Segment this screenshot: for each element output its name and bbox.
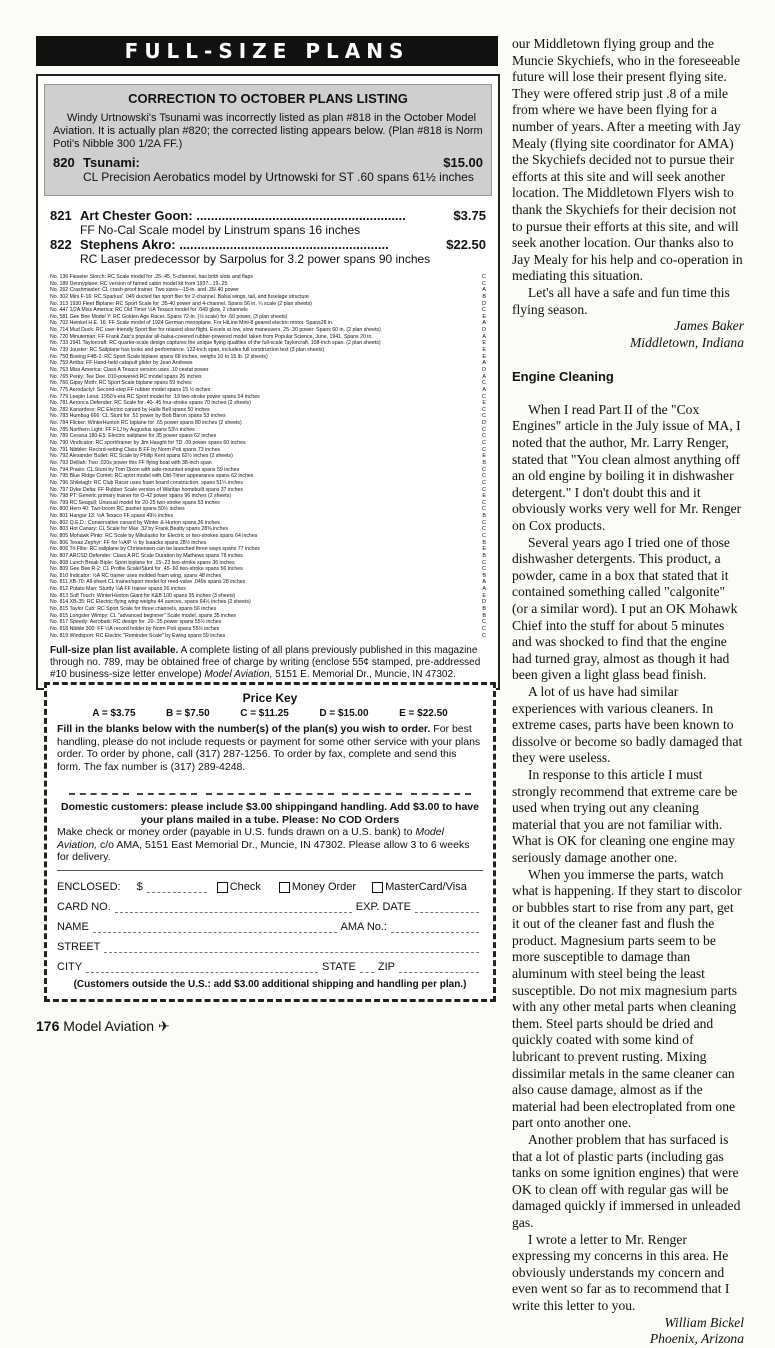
plan-list-text: No. 790 Vindicator: RC sport/trainer by Jim Haught for TD .09 power spans 60 inches — [50, 440, 246, 447]
order-instructions — [57, 723, 483, 773]
letter-paragraph: When you immerse the parts, watch what is happening. If they start to discolor or bubbles start to rise from any part, get it out of the cleaner fast and flush the product. Magnesium parts seem to be more susceptible to damage than aluminum with steel being the least susceptible. Do not mix magnesium parts with any other metal parts when cleaning them. Steel parts should be dried and quickly coated with some kind of lubricant to prevent rusting. Mixing dissimilar metals in the same cleaner can also cause damage, almost as if the material had been electroplated from one part onto another one. — [512, 866, 742, 1131]
plan-number-blank[interactable] — [411, 783, 471, 795]
plan-price-code: E — [482, 313, 486, 320]
plan-price-code: C — [482, 486, 486, 493]
plan-number-blank[interactable] — [274, 783, 334, 795]
plan-price-code: C — [482, 380, 486, 387]
plan-list-text: No. 189 Dennyplane: RC version of famed cabin model kit from 1937...19-.25 — [50, 280, 228, 287]
section-heading: Engine Cleaning — [512, 369, 614, 385]
price-key-d: D = $15.00 — [319, 708, 369, 719]
plan-price-code: C — [482, 307, 486, 314]
plans-listing-box — [36, 74, 500, 690]
plan-price-code: C — [482, 526, 486, 533]
plan-list-item — [50, 354, 486, 361]
plan-price-code: C — [482, 506, 486, 513]
plan-list-text: No. 795 Blue Ridge Comet: RC sport model with Old-Timer appearance spans 62 inches — [50, 473, 254, 480]
plan-list-item — [50, 367, 486, 374]
plan-list-item — [50, 314, 486, 321]
plan-price-code: C — [482, 433, 486, 440]
plan-list-text: No. 783 Humbug 666: CL Stunt for .51 power by Bob Baron spans 53 inches — [50, 413, 226, 420]
plan-price-code: C — [482, 499, 486, 506]
plan-list-text: No. 812 Potato Man: Sturdy ¼A FF trainer spans 26 inches — [50, 586, 186, 593]
plan-price-code: E — [482, 347, 486, 354]
plan-price-code: A — [482, 320, 486, 327]
order-text: For best handling, please do not include requests or payment for some other service with your plans order. To order by phone, call (317) 287-1256. To order by fax, complete and send this form. The fax number is (317) 289-4248. — [57, 723, 481, 773]
signature-place: Middletown, Indiana — [629, 334, 744, 350]
plan-list-item — [50, 307, 486, 314]
check-label: Check — [229, 880, 261, 893]
plan-list-item — [50, 294, 486, 301]
plan-list-text: No. 581 Gee Bee Model Y: RC Golden Age Racer. Spans 72-in. (⅛ scale) for .60 power, (3 plan sheets) — [50, 313, 288, 320]
state-label: STATE — [322, 960, 356, 973]
plan-list-item — [50, 546, 486, 553]
plan-list-text: No. 136 Fieseler Storch: RC Scale model for .25-.45, 5-channel, has both slots and flaps — [50, 274, 253, 280]
plan-list-text: No. 262 Crashmaster: CL crash-proof trainer. Two sizes—15-in. and .35/.40 power — [50, 287, 239, 294]
enclosed-label: ENCLOSED: — [57, 880, 121, 893]
money-order-label: Money Order — [291, 880, 357, 893]
exp-date-label: EXP. DATE — [355, 900, 411, 913]
plan-list-text: No. 720 Minuteman: FF Frank Zaic's popular all-balsa-covered rubber-powered model taken from Popular Science, June, 1941. Spans 20 in. — [50, 333, 373, 340]
domestic-note: Domestic customers: please include $3.00 shippingand handling. Add $3.00 to have your plans mailed in a tube. Please: No COD Orders — [61, 801, 479, 826]
plan-price-code: C — [482, 280, 486, 287]
plan-list-item — [50, 301, 486, 308]
plan-list-item — [50, 453, 486, 460]
plan-list-text: No. 793 Delilah: Two .020s power this FF flying boat with 38-inch span — [50, 459, 212, 466]
plan-list-item — [50, 287, 486, 294]
plan-number-blanks — [65, 783, 475, 795]
street-field[interactable] — [104, 942, 479, 953]
plan-list-text: No. 702 Heinkel H.E. 16: FF Scale model of 1924 German monoplane. For HiLine Mini-8 geared electric motor. Spans28 in. — [50, 320, 334, 327]
price-key-row — [77, 708, 463, 719]
plan-price-code: A — [482, 579, 486, 586]
plan-list-text: No. 750 Boeing F4B-2: RC Sport Scale biplane spans 68 inches, weighs 10 to 15 lb. (2 sheets) — [50, 353, 268, 360]
plan-list-text: No. 779 Leepin Lena: 1950's-era RC Sport model for .19 two-stroke power spans 54 inches — [50, 393, 260, 400]
plan-list-text: No. 817 Speedy: Aerobatic RC design for .20-.35 power spans 55½ inches — [50, 619, 222, 626]
plan-list-item — [50, 447, 486, 454]
plan-list-text: No. 806 Texas Zephyr: FF for ¼A/P ½ by Isaacks spans 28½ inches — [50, 539, 207, 546]
plan-price-code: C — [482, 466, 486, 473]
plan-price-code: D — [482, 327, 486, 334]
plan-list-text: No. 784 Flicker: WinterHunton RC biplane for .65 power spans 80 inches (2 sheets) — [50, 420, 242, 427]
plan-list-text: No. 791 Nibbler: Record-setting Class B FF by Norm Poti spans 73 inches — [50, 446, 221, 453]
letter-paragraph: I wrote a letter to Mr. Renger expressing my concerns in this area. He obviously understands my concern and even went so far as to recommend that I write this letter to you. — [512, 1231, 730, 1313]
plan-list-item — [50, 533, 486, 540]
name-row — [57, 913, 483, 933]
plan-list-item — [50, 586, 486, 593]
plan-list-item — [50, 593, 486, 600]
plan-price-code: E — [482, 493, 486, 500]
plan-list-text: No. 781 Aeronca Defender: RC Scale for .40-.45 four-stroke spans 70 inches (2 sheets) — [50, 400, 251, 407]
exp-date-field[interactable] — [415, 902, 479, 913]
plan-list-text: No. 796 Shilelagh: RC Club Racer uses foam board construction. spans 51¼ inches — [50, 479, 243, 486]
plan-list-text: No. 801 Hangar 13: ½A Texaco FF spans 49½ inches — [50, 513, 174, 520]
city-label: CITY — [57, 960, 83, 973]
plan-list-text: No. 785 Northern Light: FF F1J by Augustus spans 53½ inches — [50, 426, 195, 433]
plan-list-item — [50, 599, 486, 606]
dollar-sign: $ — [136, 880, 143, 893]
plan-price-code: B — [482, 539, 486, 546]
plan-price-code: C — [482, 274, 486, 280]
plan-name: Art Chester Goon: .......................................................... — [80, 208, 406, 223]
page-footer — [36, 1018, 170, 1035]
letter-paragraph: A lot of us have had similar experiences with various cleaners. In extreme cases, parts have been known to dissolve or become so badly damaged that they were useless. — [512, 683, 743, 766]
signature-name: William Bickel — [664, 1314, 744, 1330]
plan-list-item — [50, 274, 486, 281]
order-lead: Fill in the blanks below with the number(s) of the plan(s) you wish to order. — [57, 723, 431, 735]
plan-list-text: No. 759 Arriba: FF Hand-held catapult glider by Jean Andrews — [50, 360, 193, 367]
plan-list-text: No. 802 Q.E.D.: Conservative canard by Winter & Hurton spans 36 inches — [50, 519, 220, 526]
plan-list-text: No. 815 Taylor Cub: RC Sport Scale for three channels, spans 56 inches — [50, 606, 217, 613]
money-order-checkbox[interactable] — [279, 882, 290, 893]
plan-list-item — [50, 506, 486, 513]
plan-list-item — [50, 513, 486, 520]
letter-middletown — [512, 36, 744, 351]
plan-list-item — [50, 553, 486, 560]
plan-list-text: No. 775 Aerodactyl: Second-step FF rubber model spans 15 ½ inches — [50, 386, 211, 393]
mastercard-label: MasterCard/Visa — [385, 880, 467, 893]
plan-list-text: No. 763 Miss America: Class A Texaco version uses .10 cestat power — [50, 366, 209, 373]
plan-number-blank[interactable] — [342, 783, 402, 795]
signature-place: Phoenix, Arizona — [649, 1331, 744, 1347]
plan-price-code: A — [482, 360, 486, 367]
plan-list-item — [50, 387, 486, 394]
plan-price-code: B — [482, 459, 486, 466]
plan-list-item — [50, 334, 486, 341]
plan-price-code: E — [482, 353, 486, 360]
plan-list-text: No. 765 Perky: Tee Dee .010-powered RC model spans 26 inches — [50, 373, 202, 380]
signature-name: James Baker — [674, 318, 744, 334]
plan-list-item — [50, 480, 486, 487]
plan-price-code: D — [482, 599, 486, 606]
price-key-a: A = $3.75 — [92, 708, 136, 719]
plan-price-code: C — [482, 479, 486, 486]
plan-list-item — [50, 560, 486, 567]
card-no-label: CARD NO. — [57, 900, 111, 913]
plan-price-code: A — [482, 586, 486, 593]
plan-list-text: No. 302 Mini F-16: RC Sparkus'. 049 ducted fan sport flier for 2-channel. Balsa wings, tail, and fuselage structure — [50, 293, 310, 300]
letter-engine-cleaning — [512, 402, 744, 1348]
small-plan-list — [50, 274, 486, 639]
plan-number-blank[interactable] — [137, 783, 197, 795]
plan-price-code: A — [482, 386, 486, 393]
plan-list-item — [50, 467, 486, 474]
plan-list-item — [50, 619, 486, 626]
plan-number-blank[interactable] — [206, 783, 266, 795]
letter-paragraph: When I read Part II of the "Cox Engines" article in the July issue of MA, I noted that the author, Mr. Larry Renger, stated that "You clean almost anything off an old engine by boiling it in dishwasher detergent." I don't doubt this and it obviously works very well for Mr. Renger on Cox products. — [512, 401, 742, 534]
correction-box — [44, 84, 492, 196]
plan-description: CL Precision Aerobatics model by Urtnowski for ST .60 spans 61½ inches — [83, 170, 474, 184]
plan-price-code: E — [482, 453, 486, 460]
letter-paragraph: Another problem that has surfaced is that a lot of plastic parts (including gas tanks on some ignition engines) that were OK to clean off with regular gas will be damaged quickly if immersed in unleaded gas. — [512, 1132, 741, 1230]
price-key-e: E = $22.50 — [399, 708, 448, 719]
plan-list-text: No. 799 RC Seagull: Unusual model for 20-25 two-stroke spans 53 inches — [50, 499, 220, 506]
plan-price-code: D — [482, 420, 486, 427]
plan-list-text: No. 811 XB-70: All-sheet CL trainer/sport model for reed-valve .049s spans 28 inches — [50, 579, 246, 586]
plan-number: 821 — [50, 208, 72, 223]
plan-list-item — [50, 407, 486, 414]
plan-list-item — [50, 500, 486, 507]
magazine-name: Model Aviation — [63, 1018, 155, 1034]
plan-price-code: C — [482, 426, 486, 433]
street-label: STREET — [57, 940, 101, 953]
plan-list-text: No. 789 Cessna 180-E5: Electric sailplane for 35 power spans 62 inches — [50, 433, 217, 440]
plan-list-text: No. 818 Nibble 300: FF ½A record holder by Norm Poti spans 55½ inches — [50, 625, 220, 632]
card-row — [57, 893, 483, 913]
plan-number: 822 — [50, 237, 72, 252]
plan-820 — [53, 155, 483, 184]
plan-list-text: No. 313 1930 Fleet Biplane: RC Sport Scale for .35-40 power and 4-channel. Spans 56 in. ¼ scale (2 plan sheets) — [50, 300, 312, 307]
ama-no-label: AMA No.: — [340, 920, 387, 933]
enclosed-row — [57, 873, 483, 893]
plan-list-text: No. 733 1941 Taylorcraft: RC quarter-scale design captures the unique flying qualities of the full-scale Taylorcraft. 108-inch span. (2 plan sheets) — [50, 340, 381, 347]
enclosed-amount-field[interactable] — [147, 882, 207, 893]
ama-no-field[interactable] — [391, 922, 479, 933]
order-form-box — [44, 682, 496, 1002]
plan-list-text: No. 447 1/2A Miss America: RC Old Timer ½A Texaco model for .049 glow, 2 channels — [50, 307, 248, 314]
plan-price-code: C — [482, 440, 486, 447]
plan-name: Tsunami: — [83, 155, 140, 170]
state-field[interactable] — [360, 962, 374, 973]
city-row — [57, 953, 483, 973]
plan-list-item — [50, 327, 486, 334]
plan-list-text: No. 808 Lunch Break Biple: Sport biplane for .15-.23 two-stroke spans 36 inches — [50, 559, 235, 566]
plan-list-item — [50, 427, 486, 434]
letter-paragraph: Several years ago I tried one of those dishwasher detergents. This product, a powder, came in a box that stated that it contained something called "calgonite" (or a similar word). I put an OK Mohawk Chief into the stuff for about 5 minutes and was shocked to find that the engine had turned gray, almost as though it had been given a light glass bead finish. — [512, 534, 738, 683]
price-key-b: B = $7.50 — [166, 708, 210, 719]
name-label: NAME — [57, 920, 89, 933]
plan-list-item — [50, 473, 486, 480]
full-list-text: A complete listing of all plans previously published in this magazine through no. 789, may be obtained free of charge by writing (enclose 55¢ stamped, pre-addressed #10 business-size letter envelope) — [50, 645, 481, 681]
plan-price: $15.00 — [443, 155, 483, 170]
plan-list-item — [50, 440, 486, 447]
plan-list-item — [50, 320, 486, 327]
plan-list-text: No. 739 Jouster: RC Sailplane has looks and performance. 122-inch span, includes full construction text (3 plan sheets) — [50, 347, 325, 354]
plan-price-code: C — [482, 632, 486, 639]
plan-number-blank[interactable] — [69, 783, 129, 795]
plan-list-text: No. 714 Mud Duck: RC user-friendly Sport flier for relaxed slow flight. Excels at low, slow maneuvers. 25-.30 power. Spans 60 in. (2 plan sheets) — [50, 327, 381, 334]
full-list-note — [50, 645, 488, 681]
plan-price-code: C — [482, 406, 486, 413]
plan-price: $22.50 — [446, 237, 486, 252]
plan-list-item — [50, 460, 486, 467]
full-list-address: 5151 E. Memorial Dr., Muncie, IN 47302. — [272, 669, 456, 681]
plan-price-code: E — [482, 592, 486, 599]
plan-list-item — [50, 347, 486, 354]
plan-list-item — [50, 420, 486, 427]
plan-list-item — [50, 380, 486, 387]
plan-list-text: No. 813 Soft Touch: WinterHunton Giant for K&B 100 spans 95 inches (3 sheets) — [50, 592, 236, 599]
plan-list-item — [50, 413, 486, 420]
plan-list-item — [50, 394, 486, 401]
plan-list-item — [50, 579, 486, 586]
plan-price-code: A — [482, 373, 486, 380]
plan-price-code: D — [482, 300, 486, 307]
plan-822 — [50, 237, 486, 266]
plan-list-item — [50, 526, 486, 533]
plan-name: Stephens Akro: .......................................................... — [80, 237, 389, 252]
plan-list-text: No. 766 Gipsy Moth: RC Sport Scale biplane spans 59 inches — [50, 380, 192, 387]
plan-price-code: D — [482, 366, 486, 373]
zip-label: ZIP — [377, 960, 395, 973]
plan-price-code: C — [482, 566, 486, 573]
plan-list-text: No. 803 Hot Canary: CL Scale for Max .32 by Frank Beatty spans 28⅜ inches — [50, 526, 229, 533]
plan-price-code: C — [482, 446, 486, 453]
plan-list-item — [50, 626, 486, 633]
plan-price-code: B — [482, 513, 486, 520]
check-checkbox[interactable] — [217, 882, 228, 893]
plan-list-text: No. 794 Praxis: CL Stunt by Tom Dixon with side-mounted engine spans 59 inches — [50, 466, 240, 473]
plan-price-code: C — [482, 519, 486, 526]
plan-price-code: C — [482, 625, 486, 632]
plan-list-item — [50, 606, 486, 613]
plan-list-text: No. 806 Tri Flite: RC sailplane by Christensen can be launched three ways spans 77 inches — [50, 546, 260, 553]
plan-list-text: No. 815 Longster Wimpy: CL "advanced beginner" Scale model, spans 35 inches — [50, 612, 237, 619]
plan-price-code: B — [482, 552, 486, 559]
plan-list-text: No. 782 Kanardesx: RC Electric canard by Halle Bell spans 50 inches — [50, 406, 210, 413]
correction-body: Windy Urtnowski's Tsunami was incorrectly listed as plan #818 in the October Model Aviation. It is actually plan #820; the corrected listing appears below. (Plan #818 is Norm Poti's Nibble 300 1/2A FF.) — [53, 112, 483, 150]
card-no-field[interactable] — [115, 902, 352, 913]
plan-list-item — [50, 360, 486, 367]
order-form-fields — [57, 870, 483, 990]
plan-price-code: C — [482, 619, 486, 626]
plan-list-text: No. 810 Indicator: ½A RC trainer uses molded foam wing, spans 48 inches — [50, 572, 222, 579]
correction-title: CORRECTION TO OCTOBER PLANS LISTING — [128, 91, 408, 106]
plan-list-text: No. 814 XB-35: RC Electric flying wing weighs 44 ounces, spans 64½ inches (2 sheets) — [50, 599, 251, 606]
plan-price-code: C — [482, 473, 486, 480]
plan-list-item — [50, 487, 486, 494]
plan-list-item — [50, 340, 486, 347]
payment-magazine: Model Aviation, — [57, 826, 444, 851]
page-banner: FULL-SIZE PLANS — [36, 36, 498, 66]
plan-price-code: C — [482, 393, 486, 400]
plan-list-text: No. 809 Gee Bee R-2: CL Profile Scale/Stunt for .45-.60 two-stroke spans 56 inches — [50, 566, 243, 573]
plan-list-text: No. 805 Mohawk Pinto: RC Scale by Mikulasko for Electric or two-strokes spans 64 inches — [50, 532, 258, 539]
plan-list-item — [50, 493, 486, 500]
plan-list-text: No. 798 PT: Generic primary trainer for O-42 power spans 96 inches (2 sheets) — [50, 493, 232, 500]
full-list-magazine: Model Aviation, — [204, 669, 273, 681]
plan-price: $3.75 — [453, 208, 486, 223]
mastercard-checkbox[interactable] — [372, 882, 383, 893]
plan-list-item — [50, 400, 486, 407]
plan-list-item — [50, 573, 486, 580]
plan-list-item — [50, 374, 486, 381]
city-field[interactable] — [86, 962, 318, 973]
plan-list-item — [50, 433, 486, 440]
plan-price-code: A — [482, 287, 486, 294]
plan-list-text: No. 797 Dyke Delta: FF Rubber Scale version of Wanfan homebuilt spans 37 inches — [50, 486, 243, 493]
letter-paragraph: In response to this article I must strongly recommend that extreme care be used when trying out any cleaning material that you are not familiar with. What is OK for cleaning one engine may seriously damage another one. — [512, 766, 738, 865]
plan-list-text: No. 792 Alexander Bullet: RC Scale by Philip Kent spans 62½ inches (2 sheets) — [50, 453, 233, 460]
plan-description: RC Laser predecessor by Sarpolus for 3.2 power spans 90 inches — [80, 252, 431, 266]
plan-list-text: No. 819 Windsport: RC Electric "Reminder Scale" by Ewing spans 59 inches — [50, 632, 226, 639]
plan-price-code: E — [482, 400, 486, 407]
plan-list-item — [50, 566, 486, 573]
plan-price-code: B — [482, 572, 486, 579]
plan-list-item — [50, 540, 486, 547]
letter-paragraph: our Middletown flying group and the Muncie Skychiefs, who in the foreseeable future will lose their present flying site. They were offered strip just .8 of a mile from where we have been flying for a number of years. After a meeting with Jay Mealy (flying site coordinator for AMA) the Skychiefs decided not to pursue their efforts at this site and will seek another location. The Middletown Flyers wish to thank the Skychiefs for their decision not to pursue their efforts at this site, and will seek another location. Our thanks also to Jay Mealy for his help and co-operation in mediating this situation. — [512, 36, 743, 284]
plan-list-item — [50, 520, 486, 527]
street-row — [57, 933, 483, 953]
plan-list-item — [50, 633, 486, 640]
plan-price-code: C — [482, 559, 486, 566]
plan-list-text: No. 800 Hero 40: Two-boom RC pusher spans 50½ inches — [50, 506, 185, 513]
name-field[interactable] — [93, 922, 337, 933]
price-key-title: Price Key — [242, 691, 298, 705]
letters-column — [512, 36, 744, 1348]
plan-price-code: E — [482, 340, 486, 347]
price-key-c: C = $11.25 — [240, 708, 289, 719]
plan-number: 820 — [53, 155, 75, 170]
page-number: 176 — [36, 1018, 60, 1034]
airplane-icon: ✈ — [157, 1018, 170, 1034]
plan-list-text: No. 807 ARCSD Defender: Class A RC Scale Duration by Mathews spans 78 inches — [50, 552, 243, 559]
plan-list-item — [50, 613, 486, 620]
plan-price-code: B — [482, 293, 486, 300]
plan-821 — [50, 208, 486, 237]
plan-price-code: B — [482, 612, 486, 619]
plan-price-code: E — [482, 546, 486, 553]
plan-price-code: B — [482, 606, 486, 613]
outside-us-note: (Customers outside the U.S.: add $3.00 additional shipping and handling per plan.) — [73, 978, 467, 990]
plan-description: FF No-Cal Scale model by Linstrum spans 16 inches — [80, 223, 361, 237]
plan-price-code: A — [482, 333, 486, 340]
zip-field[interactable] — [399, 962, 479, 973]
payment-note: Make check or money order (payable in U.S. funds drawn on a U.S. bank) to Model Aviation, c/o AMA, 5151 East Memorial Dr., Muncie, IN 47302. Please allow 3 to 6 weeks for delivery. — [57, 826, 470, 863]
full-list-lead: Full-size plan list available. — [50, 645, 179, 657]
plan-list-item — [50, 281, 486, 288]
plan-price-code: C — [482, 532, 486, 539]
letter-paragraph: Let's all have a safe and fun time this flying season. — [512, 284, 730, 317]
plan-price-code: C — [482, 413, 486, 420]
